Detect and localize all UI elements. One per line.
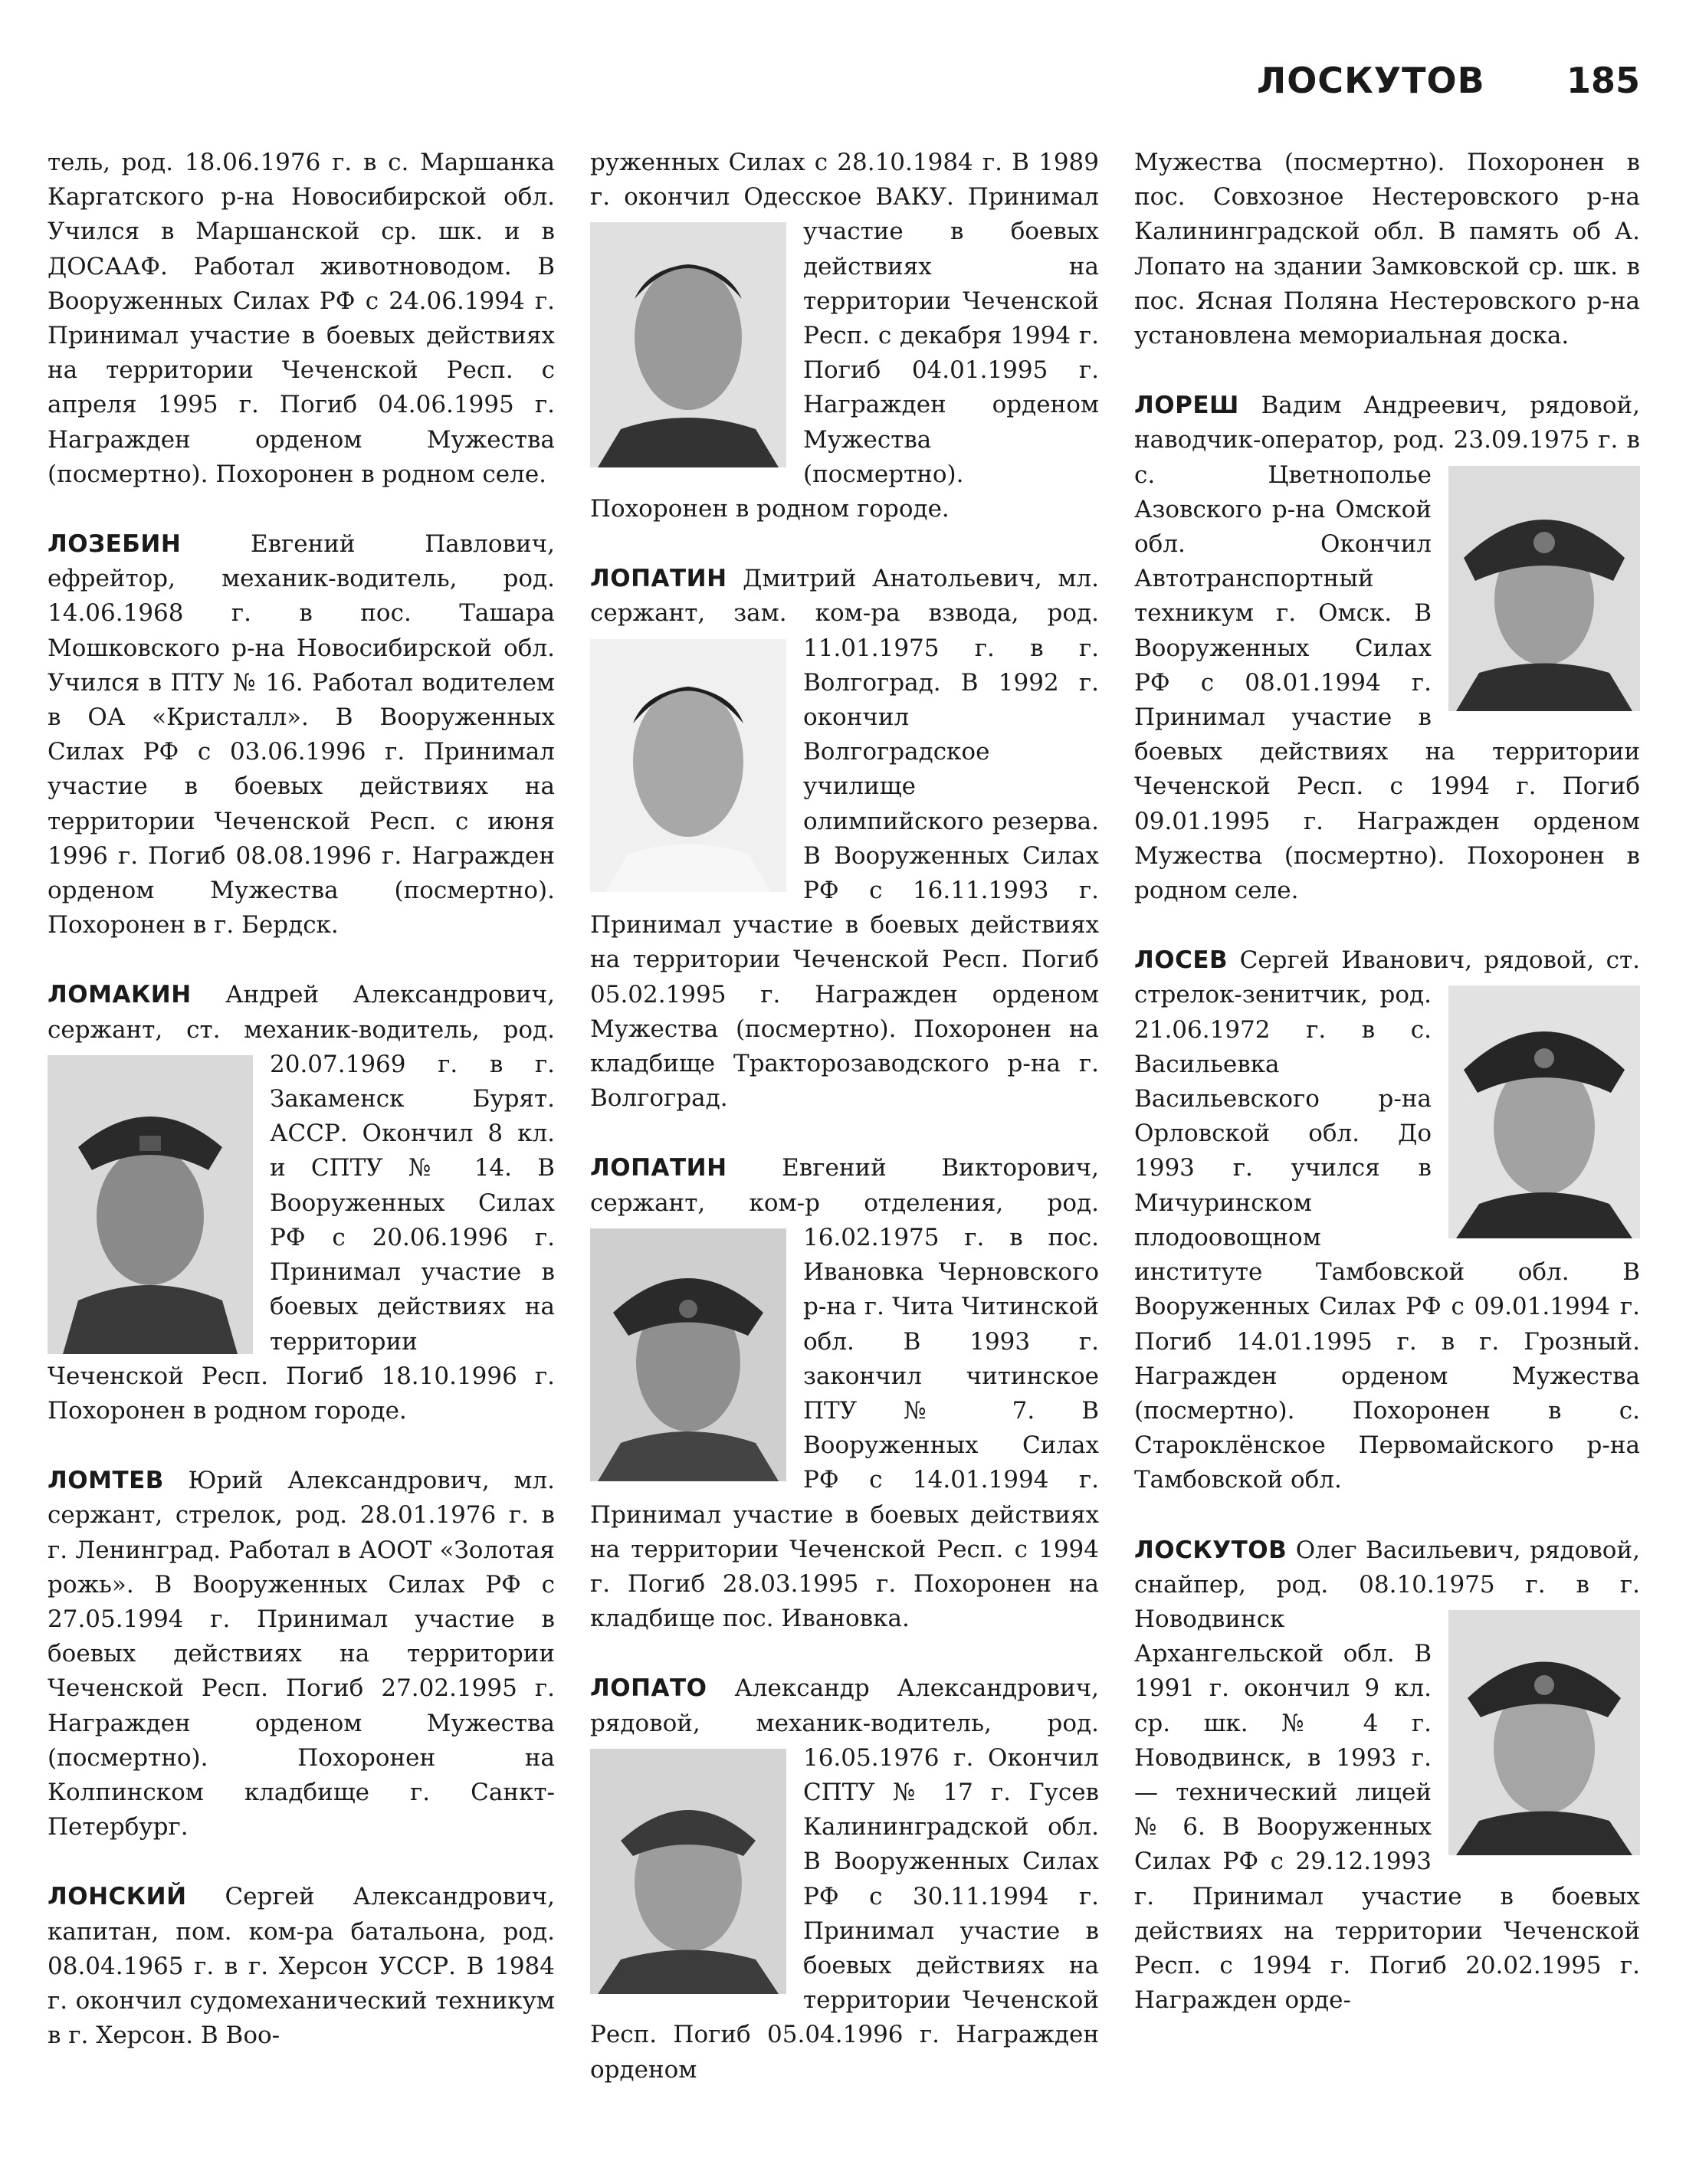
portrait-photo (590, 639, 786, 892)
entry-lonsky: ЛОНСКИЙ Сергей Александрович, капитан, пом. ком-ра батальона, род. 08.04.1965 г. в г. Херсон УССР. В 1984 г. окончил судомеханический техникум в г. Херсон. В Воо- (48, 1883, 555, 2050)
entry-lopatin-dmitry: ЛОПАТИН Дмитрий Анатольевич, мл. сержант, зам. ком-ра взвода, род. 11.01.1975 г. в г. Волгоград. В 1992 г. окончил Волгоградское училище олимпийского резерва. В Вооруженных Силах РФ с 16.11.1993 г. Принимал участие в боевых действиях на территории Чеченской Респ. Погиб 05.02.1995 г. Награжден орденом Мужества (посмертно). Похоронен на кладбище Тракторозаводского р-на г. Волгоград. (590, 565, 1099, 1113)
entry-surname: ЛОМТЕВ (48, 1467, 164, 1495)
column-3 (1134, 146, 1640, 2153)
entry-continuation: Мужества (посмертно). Похоронен в пос. Совхозное Нестеровского р-на Калининградской обл. В память об А. Лопато на здании Замковской ср. шк. в пос. Ясная Поляна Нестеровского р-на установлена мемориальная доска. (1134, 149, 1640, 350)
entry-loskutov: ЛОСКУТОВ Олег Васильевич, рядовой, снайпер, род. 08.10.1975 г. в г. Новодвинск Архангельской обл. В 1991 г. окончил 9 кл. ср. шк. № 4 г. Новодвинск, в 1993 г. — технический лицей № 6. В Вооруженных Силах РФ с 29.12.1993 г. Принимал участие в боевых действиях на территории Чеченской Респ. с 1994 г. Погиб 20.02.1995 г. Награжден орде- (1134, 1536, 1640, 2015)
entry-loresh: ЛОРЕШ Вадим Андреевич, рядовой, наводчик-оператор, род. 23.09.1975 г. в с. Цветнополье Азовского р-на Омской обл. Окончил Автотранспортный техникум г. Омск. В Вооруженных Силах РФ с 08.01.1994 г. Принимал участие в боевых действиях на территории Чеченской Респ. с 1994 г. Погиб 09.01.1995 г. Награжден орденом Мужества (посмертно). Похоронен в родном селе. (1134, 392, 1640, 905)
entry-surname: ЛОМАКИН (48, 981, 192, 1009)
portrait-photo (48, 1055, 253, 1354)
entry-surname: ЛОСЕВ (1134, 946, 1228, 975)
entry-surname: ЛОПАТИН (590, 1154, 727, 1182)
entry-lozebin: ЛОЗЕБИН Евгений Павлович, ефрейтор, механик-водитель, род. 14.06.1968 г. в пос. Ташара Мошковского р-на Новосибирской обл. Учился в ПТУ № 16. Работал водителем в ОА «Кристалл». В Вооруженных Силах РФ с 03.06.1996 г. Принимал участие в боевых действиях на территории Чеченской Респ. с июня 1996 г. Погиб 08.08.1996 г. Награжден орденом Мужества (посмертно). Похоронен в г. Бердск. (48, 530, 555, 940)
entry-losev: ЛОСЕВ Сергей Иванович, рядовой, ст. стрелок-зенитчик, род. 21.06.1972 г. в с. Васильевка Васильевского р-на Орловской обл. До 1993 г. учился в Мичуринском плодоовощном институте Тамбовской обл. В Вооруженных Силах РФ с 09.01.1994 г. Погиб 14.01.1995 г. в г. Грозный. Награжден орденом Мужества (посмертно). Похоронен в с. Староклёнское Первомайского р-на Тамбовской обл. (1134, 946, 1640, 1494)
entry-continuation: руженных Силах с 28.10.1984 г. В 1989 г. окончил Одесское ВАКУ. Принимал участие в боевых действиях на территории Чеченской Респ. с декабря 1994 г. Погиб 04.01.1995 г. Награжден орденом Мужества (посмертно). Похоронен в родном городе. (590, 149, 1099, 523)
portrait-photo (590, 222, 786, 467)
entry-lomtev: ЛОМТЕВ Юрий Александрович, мл. сержант, стрелок, род. 28.01.1976 г. в г. Ленинград. Работал в АООТ «Золотая рожь». В Вооруженных Силах РФ с 27.05.1994 г. Принимал участие в боевых действиях на территории Чеченской Респ. Погиб 27.02.1995 г. Награжден орденом Мужества (посмертно). Похоронен на Колпинском кладбище г. Санкт-Петербург. (48, 1467, 555, 1841)
portrait-photo (1448, 1610, 1640, 1855)
entry-continuation: тель, род. 18.06.1976 г. в с. Маршанка Каргатского р-на Новосибирской обл. Учился в Маршанской ср. шк. и в ДОСААФ. Работал животноводом. В Вооруженных Силах РФ с 24.06.1994 г. Принимал участие в боевых действиях на территории Чеченской Респ. с апреля 1995 г. Погиб 04.06.1995 г. Награжден орденом Мужества (посмертно). Похоронен в родном селе. (48, 149, 555, 488)
entry-lomakin: ЛОМАКИН Андрей Александрович, сержант, ст. механик-водитель, род. 20.07.1969 г. в г. Закаменск Бурят. АССР. Окончил 8 кл. и СПТУ № 14. В Вооруженных Силах РФ с 20.06.1996 г. Принимал участие в боевых действиях на территории Чеченской Респ. Погиб 18.10.1996 г. Похоронен в родном городе. (48, 981, 555, 1425)
portrait-photo (1448, 466, 1640, 711)
entry-surname: ЛОЗЕБИН (48, 530, 182, 559)
page-number: 185 (1566, 60, 1640, 101)
entry-lopato: ЛОПАТО Александр Александрович, рядовой, механик-водитель, род. 16.05.1976 г. Окончил СПТУ № 17 г. Гусев Калининградской обл. В Вооруженных Силах РФ с 30.11.1994 г. Принимал участие в боевых действиях на территории Чеченской Респ. Погиб 05.04.1996 г. Награжден орденом (590, 1674, 1099, 2084)
entry-surname: ЛОПАТИН (590, 565, 727, 593)
running-head-surname: ЛОСКУТОВ (1257, 60, 1485, 101)
column-2 (590, 146, 1099, 2153)
entry-surname: ЛОНСКИЙ (48, 1883, 187, 1911)
column-1 (48, 146, 555, 2153)
portrait-photo (1448, 985, 1640, 1238)
entry-surname: ЛОПАТО (590, 1674, 707, 1703)
portrait-photo (590, 1228, 786, 1481)
entry-surname: ЛОСКУТОВ (1134, 1536, 1287, 1564)
entry-surname: ЛОРЕШ (1134, 392, 1239, 420)
portrait-photo (590, 1749, 786, 1994)
page-header (1257, 60, 1640, 106)
entry-lopatin-evgeny: ЛОПАТИН Евгений Викторович, сержант, ком-р отделения, род. 16.02.1975 г. в пос. Ивановка Черновского р-на г. Чита Читинской обл. В 1993 г. закончил читинское ПТУ № 7. В Вооруженных Силах РФ с 14.01.1994 г. Принимал участие в боевых действиях на территории Чеченской Респ. с 1994 г. Погиб 28.03.1995 г. Похоронен на кладбище пос. Ивановка. (590, 1154, 1099, 1633)
